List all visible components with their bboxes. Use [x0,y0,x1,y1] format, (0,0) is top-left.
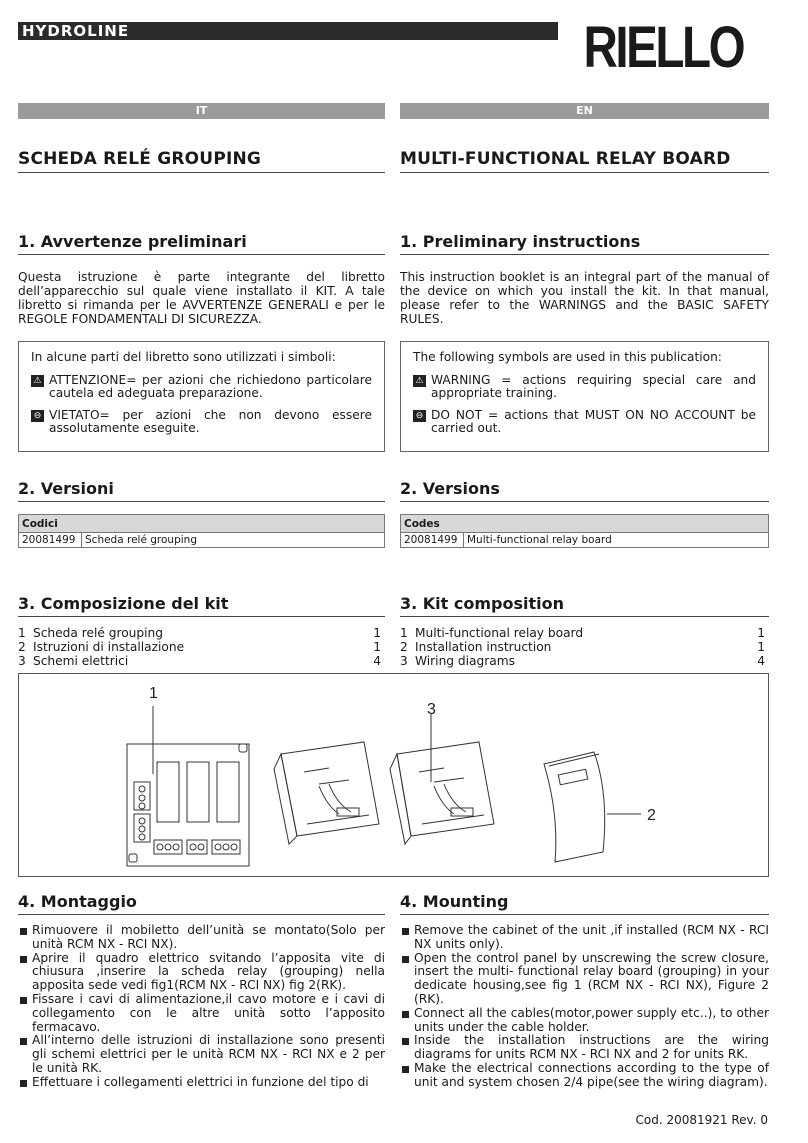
list-item [400,654,765,668]
item-label: Istruzioni di installazione [33,640,185,654]
mounting-list-it [18,924,385,1090]
codes-header-en: Codes [401,515,769,533]
list-item [18,1034,385,1075]
symbols-lead-it: In alcune parti del libretto sono utilizzati i simboli: [31,350,336,364]
title-rule-en [400,172,769,173]
item-number: 3 [18,654,26,668]
riello-logo [576,14,751,80]
list-item [400,626,765,640]
bullet-text: Connect all the cables(motor,power supply etc..), to other units under the cable holder. [414,1005,769,1034]
section-1-rule-en [400,254,769,255]
list-item [400,640,765,654]
item-label: Scheda relé grouping [33,626,163,640]
desc-cell-it: Scheda relé grouping [82,533,385,548]
symbols-box-it [18,341,385,452]
item-label: Schemi elettrici [33,654,129,668]
code-cell-en: 20081499 [401,533,464,548]
item-number: 1 [400,626,408,640]
product-line: HYDROLINE [22,22,130,40]
list-item [18,993,385,1034]
warning-symbol-row-en [413,374,756,400]
section-2-rule-en [400,501,769,502]
bullet-text: Aprire il quadro elettrico svitando l’apposita vite di chiusura ,inserire la scheda relay (grouping) nella apposita sede vedi fig1(RCM NX - RCI NX) fig 2(RK). [32,950,385,993]
item-qty: 1 [373,626,381,640]
section-1-title-it: 1. Avvertenze preliminari [18,232,247,251]
lang-bar-en: EN [400,103,769,119]
code-cell-it: 20081499 [19,533,82,548]
kit-illustration [19,674,770,878]
kit-list-en [400,626,765,668]
list-item [400,1034,769,1062]
callout-3-label: 3 [427,701,436,718]
section-3-title-en: 3. Kit composition [400,594,564,613]
list-item [18,924,385,952]
bullet-icon [402,928,409,935]
wiring-diagram-1-drawing [274,742,379,844]
list-item [18,654,381,668]
list-item [400,924,769,952]
section-3-rule-it [18,616,385,617]
item-qty: 1 [757,626,765,640]
section-2-title-it: 2. Versioni [18,479,114,498]
list-item [18,952,385,993]
section-4-title-en: 4. Mounting [400,892,509,911]
warning-icon: ⚠ [31,375,44,387]
section-4-rule-en [400,914,769,915]
forbidden-text-en: DO NOT = actions that MUST ON NO ACCOUNT be carried out. [431,408,756,435]
bullet-icon [402,1038,409,1045]
symbols-lead-en: The following symbols are used in this publication: [413,350,722,364]
codes-table-it [18,514,385,548]
bullet-icon [20,1038,27,1045]
list-item [18,640,381,654]
bullet-text: Make the electrical connections according to the type of unit and system chosen 2/4 pipe(see the wiring diagram). [414,1060,769,1089]
mounting-list-en [400,924,769,1090]
warning-text-en: WARNING = actions requiring special care and appropriate training. [431,373,756,400]
section-3-title-it: 3. Composizione del kit [18,594,229,613]
bullet-text: All’interno delle istruzioni di installazione sono presenti gli schemi elettrici per le unità RCM NX - RCI NX e 2 per le unità RK. [32,1033,385,1075]
item-label: Installation instruction [415,640,552,654]
title-rule-it [18,172,385,173]
kit-list-it [18,626,381,668]
bullet-text: Effettuare i collegamenti elettrici in funzione del tipo di [32,1074,369,1089]
bullet-icon [402,956,409,963]
wiring-diagram-2-drawing [390,742,494,844]
kit-figure [18,673,769,877]
table-row [401,533,769,548]
section-2-title-en: 2. Versions [400,479,500,498]
bullet-icon [20,997,27,1004]
list-item [18,626,381,640]
forbidden-icon: ⊖ [31,410,44,422]
bullet-text: Remove the cabinet of the unit ,if installed (RCM NX - RCI NX units only). [414,923,769,951]
bullet-icon [20,1080,27,1087]
section-3-rule-en [400,616,769,617]
item-label: Wiring diagrams [415,654,515,668]
lang-bar-it: IT [18,103,385,119]
section-4-rule-it [18,914,385,915]
codes-table-en [400,514,769,548]
item-number: 2 [400,640,408,654]
callout-2-label: 2 [647,807,656,824]
bullet-icon [20,956,27,963]
item-qty: 1 [757,640,765,654]
section-1-rule-it [18,254,385,255]
bullet-text: Open the control panel by unscrewing the screw closure, insert the multi- functional relay board (grouping) in your dedicate housing,see fig 1 (RCM NX - RCI NX), Figure 2 (RK). [414,950,769,1006]
item-qty: 1 [373,640,381,654]
document-code: Cod. 20081921 Rev. 0 [635,1113,768,1127]
section-1-title-en: 1. Preliminary instructions [400,232,641,251]
bullet-text: Fissare i cavi di alimentazione,il cavo motore e i cavi di collegamento con le altre unità sotto l’apposito fermacavo. [32,991,385,1034]
item-label: Multi-functional relay board [415,626,584,640]
item-number: 3 [400,654,408,668]
warning-icon: ⚠ [413,375,426,387]
symbols-box-en [400,341,769,452]
item-qty: 4 [373,654,381,668]
list-item [400,1062,769,1090]
forbidden-icon: ⊖ [413,410,426,422]
table-row [19,533,385,548]
bullet-icon [402,1011,409,1018]
forbidden-text-it: VIETATO= per azioni che non devono essere assolutamente eseguite. [49,408,372,435]
relay-board-drawing [127,744,249,866]
list-item [18,1076,385,1090]
callout-1-label: 1 [149,685,158,702]
section-1-text-it: Questa istruzione è parte integrante del libretto dell’apparecchio sul quale viene installato il KIT. A tale libretto si rimanda per le AVVERTENZE GENERALI e per le REGOLE FONDAMENTALI DI SICUREZZA. [18,270,385,326]
item-number: 1 [18,626,26,640]
instruction-booklet-drawing [544,752,605,862]
page-title-en: MULTI-FUNCTIONAL RELAY BOARD [400,149,731,169]
section-2-rule-it [18,501,385,502]
logo-text: RIELLO [583,14,744,80]
page-title-it: SCHEDA RELÉ GROUPING [18,149,262,169]
forbidden-symbol-row-en [413,409,756,435]
bullet-icon [20,928,27,935]
desc-cell-en: Multi-functional relay board [464,533,769,548]
forbidden-symbol-row-it [31,409,372,435]
section-1-text-en: This instruction booklet is an integral part of the manual of the device on which you install the kit. In that manual, please refer to the WARNINGS and the BASIC SAFETY RULES. [400,270,769,326]
list-item [400,952,769,1007]
item-number: 2 [18,640,26,654]
codes-header-it: Codici [19,515,385,533]
bullet-icon [402,1066,409,1073]
list-item [400,1007,769,1035]
bullet-text: Rimuovere il mobiletto dell’unità se montato(Solo per unità RCM NX - RCI NX). [32,923,385,951]
warning-text-it: ATTENZIONE= per azioni che richiedono particolare cautela ed adeguata preparazione. [49,373,372,400]
item-qty: 4 [757,654,765,668]
warning-symbol-row-it [31,374,372,400]
bullet-text: Inside the installation instructions are the wiring diagrams for units RCM NX - RCI NX and 2 for units RK. [414,1033,769,1062]
section-4-title-it: 4. Montaggio [18,892,137,911]
